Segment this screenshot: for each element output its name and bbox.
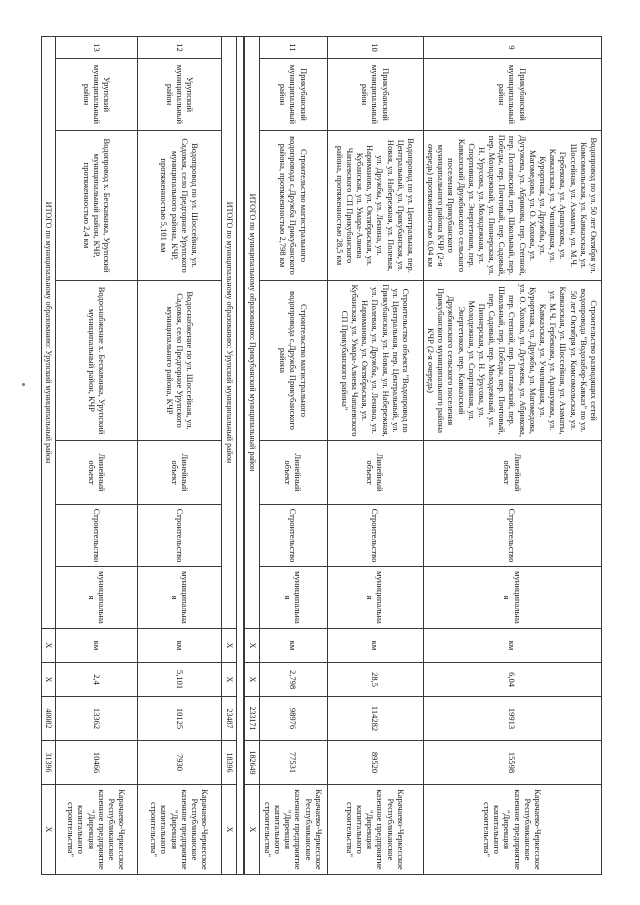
- subtotal-capacity-mark: X: [222, 663, 237, 697]
- subtotal-capacity-mark: X: [41, 663, 56, 697]
- rotated-table-page: [44, 36, 602, 874]
- ownership-cell: муниципальная: [56, 567, 138, 629]
- object-name-cell: Водопровод по ул. Центральная, пер. Центральный, ул. Прикубанская, ул. Новая, ул. Набережная, ул. Полевая, ул. Дружбы, ул. Ленина, ул. Нариманова, ул. Октябрьская, ул. Кубанская, ул. Умара-Алиева Чапаевского СП Прикубанского района, протяженностью 28,5 км: [327, 131, 423, 281]
- customer-cell: Карачаево-Черкесское Республиканское казенное предприятие "Дирекция капитального строительства": [327, 785, 423, 875]
- cost-total-cell: 13362: [56, 697, 138, 741]
- row-number: 10: [327, 37, 423, 59]
- cost-federal-cell: 10466: [56, 741, 138, 785]
- subtotal-customer-mark: X: [41, 785, 56, 875]
- district-cell: Урупский муниципальный район: [138, 59, 222, 131]
- object-type-cell: Линейный объект: [259, 441, 327, 505]
- cost-federal-cell: 7930: [138, 741, 222, 785]
- object-address-cell: Строительство магистрального водопровода с.Дружба Прикубанского района: [259, 281, 327, 441]
- capacity-cell: 28,5: [327, 663, 423, 697]
- table-row-9: [423, 37, 601, 875]
- cost-total-cell: 98976: [259, 697, 327, 741]
- subtotal-label: ИТОГО по муниципальному образованию: Урупский муниципальный район: [41, 37, 56, 629]
- district-cell: Прикубанский муниципальный район: [259, 59, 327, 131]
- investment-objects-table: [41, 36, 602, 875]
- work-type-cell: Строительство: [259, 505, 327, 567]
- subtotal-row-urupsky-header: [222, 37, 237, 875]
- customer-cell: Карачаево-Черкесское Республиканское казенное предприятие "Дирекция капитального строительства": [138, 785, 222, 875]
- object-name-cell: Водопровод по ул. Шоссейная, ул. Садовая, село Предгорное Урупского муниципального района, КЧР, протяженностью 5,101 км: [138, 131, 222, 281]
- cost-total-cell: 10125: [138, 697, 222, 741]
- cost-federal-cell: 77531: [259, 741, 327, 785]
- object-name-cell: Строительство магистрального водопровода с.Дружба Прикубанского района, протяженностью 2,798 км: [259, 131, 327, 281]
- row-number: 13: [56, 37, 138, 59]
- table-row-10: [327, 37, 423, 875]
- unit-cell: км: [327, 629, 423, 663]
- subtotal-cost-federal: 182649: [244, 741, 259, 785]
- object-address-cell: Водоснабжение по ул. Шоссейная, ул. Садовая, село Предгорное Урупского муниципального района, КЧР: [138, 281, 222, 441]
- object-type-cell: Линейный объект: [423, 441, 601, 505]
- ownership-cell: муниципальная: [259, 567, 327, 629]
- cost-total-cell: 19913: [423, 697, 601, 741]
- divider-cell: [236, 37, 244, 875]
- subtotal-unit-mark: X: [222, 629, 237, 663]
- unit-cell: км: [56, 629, 138, 663]
- unit-cell: км: [138, 629, 222, 663]
- subtotal-cost-total: 23487: [222, 697, 237, 741]
- ownership-cell: муниципальная: [327, 567, 423, 629]
- subtotal-customer-mark: X: [222, 785, 237, 875]
- object-type-cell: Линейный объект: [138, 441, 222, 505]
- row-number: 11: [259, 37, 327, 59]
- work-type-cell: Строительство: [138, 505, 222, 567]
- object-address-cell: Строительство разводящих сетей водопровода "Водозабор-Кавказ" по ул. 50 лет Октября ул. Комсомольская, ул. Кавказская, ул. Шоссейная, ул. Азаматы, ул. М.Ч. Гербекова, ул. Арашукова, ул. Кавказская, ул. Училищная, ул. Курортная, ул. Дружбы, ул. Магомедова, ул. О. Хохова, ул. Дугужева, ул. Абрикова, пер. Степной, пер. Полтавский, пер. Школьный, пер. Победы, пер. Почтовый, пер. Садовый, пер. Молодежный, ул. Пионерская, ул. Н. Урусова, ул. Молодежная, ул. Спортивная, ул. Энергетиков, пер. Кавказский Дружбинского сельского поселения Прикубанского муниципального района КЧР (2-я очередь): [423, 281, 601, 441]
- object-type-cell: Линейный объект: [56, 441, 138, 505]
- subtotal-cost-federal: 18396: [222, 741, 237, 785]
- customer-cell: Карачаево-Черкесское Республиканское казенное предприятие "Дирекция капитального строительства": [423, 785, 601, 875]
- subtotal-cost-total: 233171: [244, 697, 259, 741]
- cost-total-cell: 114282: [327, 697, 423, 741]
- table-row-12: [138, 37, 222, 875]
- table-row-13: [56, 37, 138, 875]
- object-address-cell: Строительство объекта "Водопровод по ул. Центральная, пер. Центральный, ул. Прикубанская, ул. Новая, ул. Набережная, ул. Полевая, ул. Дружбы, ул. Ленина, ул. Нариманова, ул. Октябрьская, ул. Кубанская, ул. Умара-Алиева Чапаевского СП Прикубанского района": [327, 281, 423, 441]
- subtotal-cost-total: 40082: [41, 697, 56, 741]
- district-cell: Урупский муниципальный район: [56, 59, 138, 131]
- cost-federal-cell: 15598: [423, 741, 601, 785]
- ownership-cell: муниципальная: [138, 567, 222, 629]
- ownership-cell: муниципальная: [423, 567, 601, 629]
- object-address-cell: Водоснабжение х. Бескаванка, Урупский муниципальный район, КЧР: [56, 281, 138, 441]
- capacity-cell: 6,04: [423, 663, 601, 697]
- customer-cell: Карачаево-Черкесское Республиканское казенное предприятие "Дирекция капитального строительства": [56, 785, 138, 875]
- subtotal-label: ИТОГО по муниципальному образованию: Прикубанский муниципальный район: [244, 37, 259, 629]
- object-type-cell: Линейный объект: [327, 441, 423, 505]
- capacity-cell: 2,798: [259, 663, 327, 697]
- scan-speck: [22, 383, 25, 386]
- table-row-11: [259, 37, 327, 875]
- subtotal-label: ИТОГО по муниципальному образованию: Урупский муниципальный район: [222, 37, 237, 629]
- subtotal-unit-mark: X: [244, 629, 259, 663]
- unit-cell: км: [259, 629, 327, 663]
- capacity-cell: 2,4: [56, 663, 138, 697]
- subtotal-cost-federal: 31396: [41, 741, 56, 785]
- district-cell: Прикубанский муниципальный район: [423, 59, 601, 131]
- cost-federal-cell: 89520: [327, 741, 423, 785]
- object-name-cell: Водопровод по ул. 50 лет Октября ул. Комсомольская, ул. Кавказская, ул. Шоссейная, ул. Азаматы, ул. М.Ч. Гербекова, ул. Арашукова, ул. Кавказская, ул. Училищная, ул. Курортная, ул. Дружбы, ул. Магомедова, ул. О. Хохова, ул. Дугужева, ул. Абрикова, пер. Степной, пер. Полтавский, пер. Школьный, пер. Победы, пер. Почтовый, пер. Садовый, пер. Молодежный, ул. Пионерская, ул. Н. Урусова, ул. Молодежная, ул. Спортивная, ул. Энергетиков, пер. Кавказский Дружбинского сельского поселения Прикубанского муниципального района КЧР (2-я очередь) протяженностью 6,04 км: [423, 131, 601, 281]
- subtotal-capacity-mark: X: [244, 663, 259, 697]
- subtotal-unit-mark: X: [41, 629, 56, 663]
- work-type-cell: Строительство: [423, 505, 601, 567]
- work-type-cell: Строительство: [56, 505, 138, 567]
- divider-row: [236, 37, 244, 875]
- subtotal-row-urupsky: [41, 37, 56, 875]
- row-number: 9: [423, 37, 601, 59]
- work-type-cell: Строительство: [327, 505, 423, 567]
- capacity-cell: 5,101: [138, 663, 222, 697]
- row-number: 12: [138, 37, 222, 59]
- unit-cell: км: [423, 629, 601, 663]
- subtotal-row-prikubansky: [244, 37, 259, 875]
- customer-cell: Карачаево-Черкесское Республиканское казенное предприятие "Дирекция капитального строительства": [259, 785, 327, 875]
- subtotal-customer-mark: X: [244, 785, 259, 875]
- object-name-cell: Водопровод х. Бескаванка, Урупский муниципальный район, КЧР, протяженностью 2,4 км: [56, 131, 138, 281]
- district-cell: Прикубанский муниципальный район: [327, 59, 423, 131]
